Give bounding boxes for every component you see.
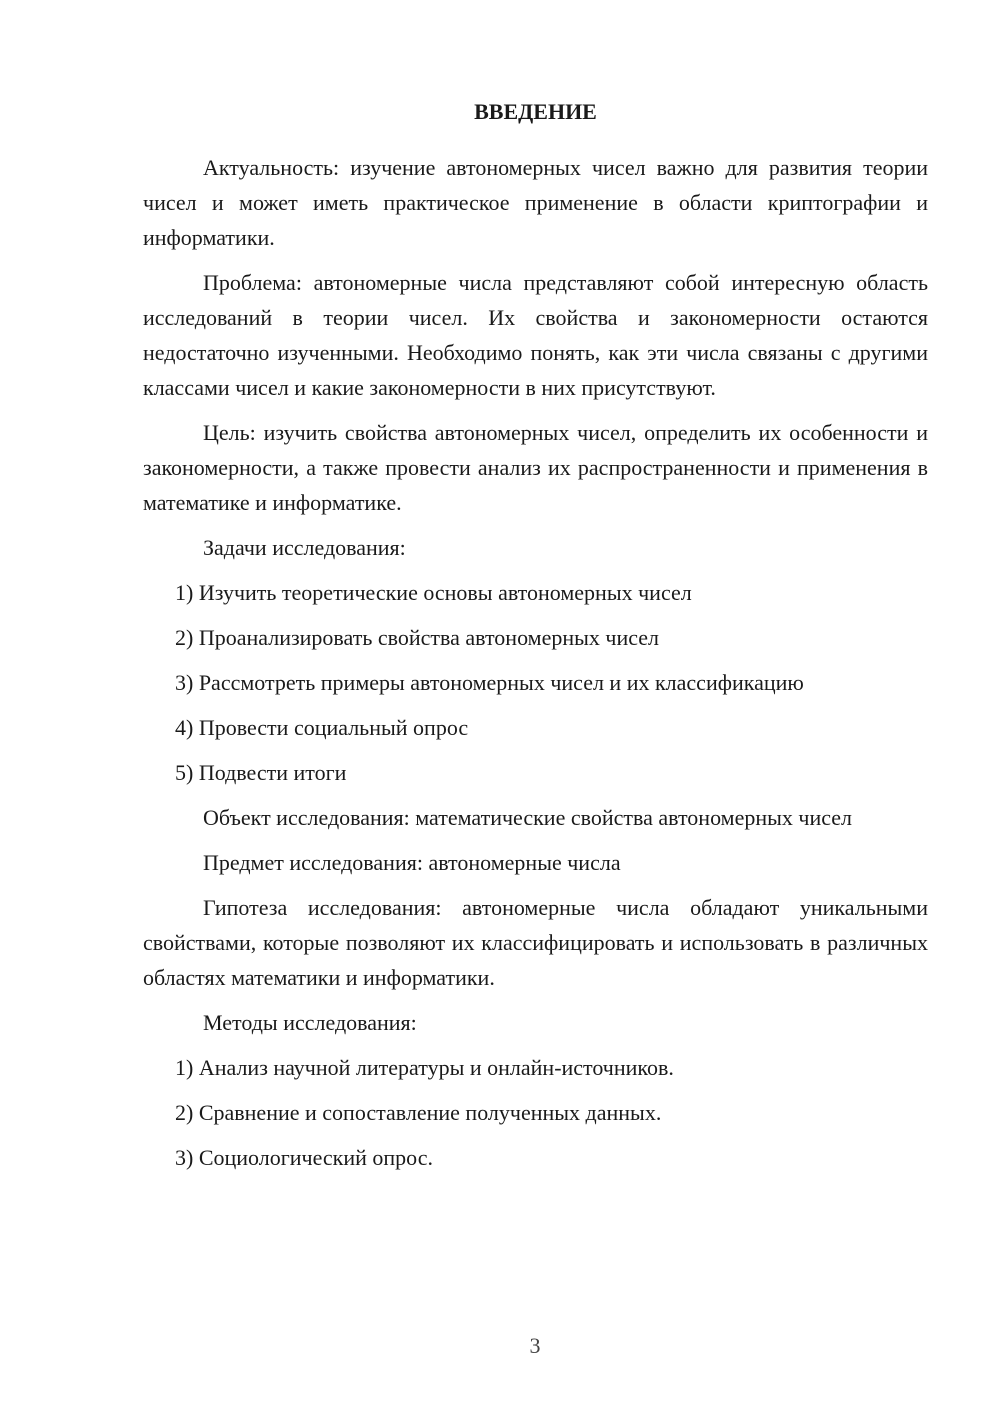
hypothesis-paragraph: Гипотеза исследования: автономерные числа обладают уникальными свойствами, которые позволяют их классифицировать и использовать в различных областях математики и информатики. <box>143 895 928 990</box>
method-item: 1) Анализ научной литературы и онлайн-источников. <box>175 1055 674 1080</box>
goal-paragraph: Цель: изучить свойства автономерных чисел, определить их особенности и закономерности, а также провести анализ их распространенности и применения в математике и информатике. <box>143 420 928 515</box>
task-item: 1) Изучить теоретические основы автономерных чисел <box>175 580 692 605</box>
methods-list <box>143 1050 928 1175</box>
object-paragraph: Объект исследования: математические свойства автономерных чисел <box>203 805 852 830</box>
task-item: 5) Подвести итоги <box>175 760 347 785</box>
methods-label: Методы исследования: <box>203 1010 417 1035</box>
task-item: 3) Рассмотреть примеры автономерных чисел и их классификацию <box>175 670 804 695</box>
tasks-list <box>143 575 928 790</box>
document-body <box>143 94 928 1185</box>
task-item: 2) Проанализировать свойства автономерных чисел <box>175 625 660 650</box>
problem-paragraph: Проблема: автономерные числа представляют собой интересную область исследований в теории чисел. Их свойства и закономерности остаются недостаточно изученными. Необходимо понять, как эти числа связаны с другими классами чисел и какие закономерности в них присутствуют. <box>143 270 928 400</box>
subject-paragraph: Предмет исследования: автономерные числа <box>203 850 621 875</box>
relevance-paragraph: Актуальность: изучение автономерных чисел важно для развития теории чисел и может иметь практическое применение в области криптографии и информатики. <box>143 155 928 250</box>
method-item: 2) Сравнение и сопоставление полученных данных. <box>175 1100 662 1125</box>
task-item: 4) Провести социальный опрос <box>175 715 469 740</box>
method-item: 3) Социологический опрос. <box>175 1145 433 1170</box>
tasks-label: Задачи исследования: <box>203 535 406 560</box>
page-number: 3 <box>529 1333 541 1358</box>
section-heading: ВВЕДЕНИЕ <box>474 99 597 124</box>
